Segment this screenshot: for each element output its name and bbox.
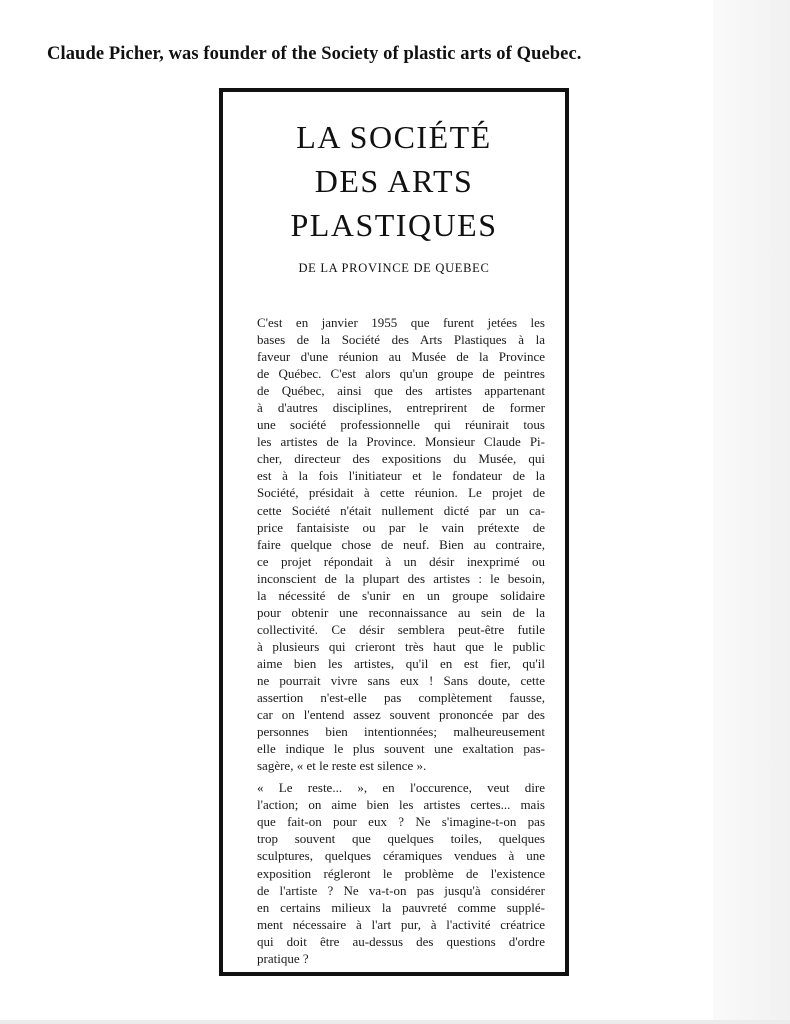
article-title: [223, 92, 565, 247]
paragraph-line: collectivité. Ce désir semblera peut-être futile: [257, 621, 545, 637]
page-bottom-edge: [0, 1020, 790, 1024]
paragraph-line: que fait-on pour eux ? Ne s'imagine-t-on pas: [257, 814, 545, 830]
article-paragraph: [257, 779, 545, 967]
paragraph-line: les artistes de la Province. Monsieur Claude Pi-: [257, 434, 545, 450]
paragraph-line: ne pourrait vivre sans eux ! Sans doute, cette: [257, 672, 545, 688]
paragraph-line: pour obtenir une reconnaissance au sein de la: [257, 604, 545, 620]
paragraph-line: « Le reste... », en l'occurence, veut dire: [257, 780, 545, 796]
caption: Claude Picher, was founder of the Society of plastic arts of Quebec.: [47, 44, 582, 64]
paragraph-line: pratique ?: [257, 950, 309, 966]
paragraph-line: ment nécessaire à l'art pur, à l'activité créatrice: [257, 916, 545, 932]
paragraph-line: bases de la Société des Arts Plastiques à la: [257, 332, 545, 348]
paragraph-line: en certains milieux la pauvreté comme supplé-: [257, 899, 545, 915]
paragraph-line: ce projet répondait à un désir inexprimé ou: [257, 553, 545, 569]
paragraph-line: l'action; on aime bien les artistes certes... mais: [257, 797, 545, 813]
article-frame: [219, 88, 569, 976]
paragraph-line: de Québec. C'est alors qu'un groupe de peintres: [257, 366, 545, 382]
title-line: DES ARTS: [314, 163, 474, 199]
paragraph-line: de Québec, ainsi que des artistes appartenant: [257, 383, 545, 399]
paragraph-line: aime bien les artistes, qu'il en est fier, qu'il: [257, 655, 545, 671]
paragraph-line: C'est en janvier 1955 que furent jetées les: [257, 315, 545, 330]
paragraph-line: faveur d'une réunion au Musée de la Province: [257, 349, 545, 365]
paragraph-line: une société professionnelle qui réunirait tous: [257, 417, 545, 433]
paragraph-line: sculptures, quelques céramiques vendues à une: [257, 848, 545, 864]
article-paragraph: [257, 314, 545, 774]
paragraph-line: de l'artiste ? Ne va-t-on pas jusqu'à considérer: [257, 882, 545, 898]
paragraph-line: est à la fois l'initiateur et le fondateur de la: [257, 468, 545, 484]
paragraph-line: exposition régleront le problème de l'existence: [257, 865, 545, 881]
paragraph-line: à plusieurs qui crieront très haut que le public: [257, 638, 545, 654]
paragraph-line: cher, directeur des expositions du Musée, qui: [257, 451, 545, 467]
paragraph-line: assertion n'est-elle pas complètement fausse,: [257, 690, 545, 706]
title-line: PLASTIQUES: [290, 207, 498, 243]
paragraph-line: faire quelque chose de neuf. Bien au contraire,: [257, 536, 545, 552]
paragraph-line: trop souvent que quelques toiles, quelques: [257, 831, 545, 847]
article-body: [257, 314, 545, 967]
paragraph-line: car on l'entend assez souvent prononcée par des: [257, 707, 545, 723]
paragraph-line: personnes bien intentionnées; malheureusement: [257, 724, 545, 740]
paragraph-line: Société, présidait à cette réunion. Le projet de: [257, 485, 545, 501]
title-line: LA SOCIÉTÉ: [296, 119, 492, 155]
paragraph-line: à d'autres disciplines, entreprirent de former: [257, 400, 545, 416]
paragraph-line: sagère, « et le reste est silence ».: [257, 758, 427, 774]
page-edge-shadow: [713, 0, 790, 1024]
paragraph-line: cette Société n'était nullement dicté par un ca-: [257, 502, 545, 518]
article-subtitle: DE LA PROVINCE DE QUEBEC: [298, 261, 490, 275]
paragraph-line: qui doit être au-dessus des questions d'ordre: [257, 933, 545, 949]
paragraph-line: elle indique le plus souvent une exaltation pas-: [257, 741, 545, 757]
paragraph-line: inconscient de la plupart des artistes : le besoin,: [257, 570, 545, 586]
paragraph-line: price fantaisiste ou par le vain prétexte de: [257, 519, 545, 535]
paragraph-line: la nécessité de s'unir en un groupe solidaire: [257, 587, 545, 603]
